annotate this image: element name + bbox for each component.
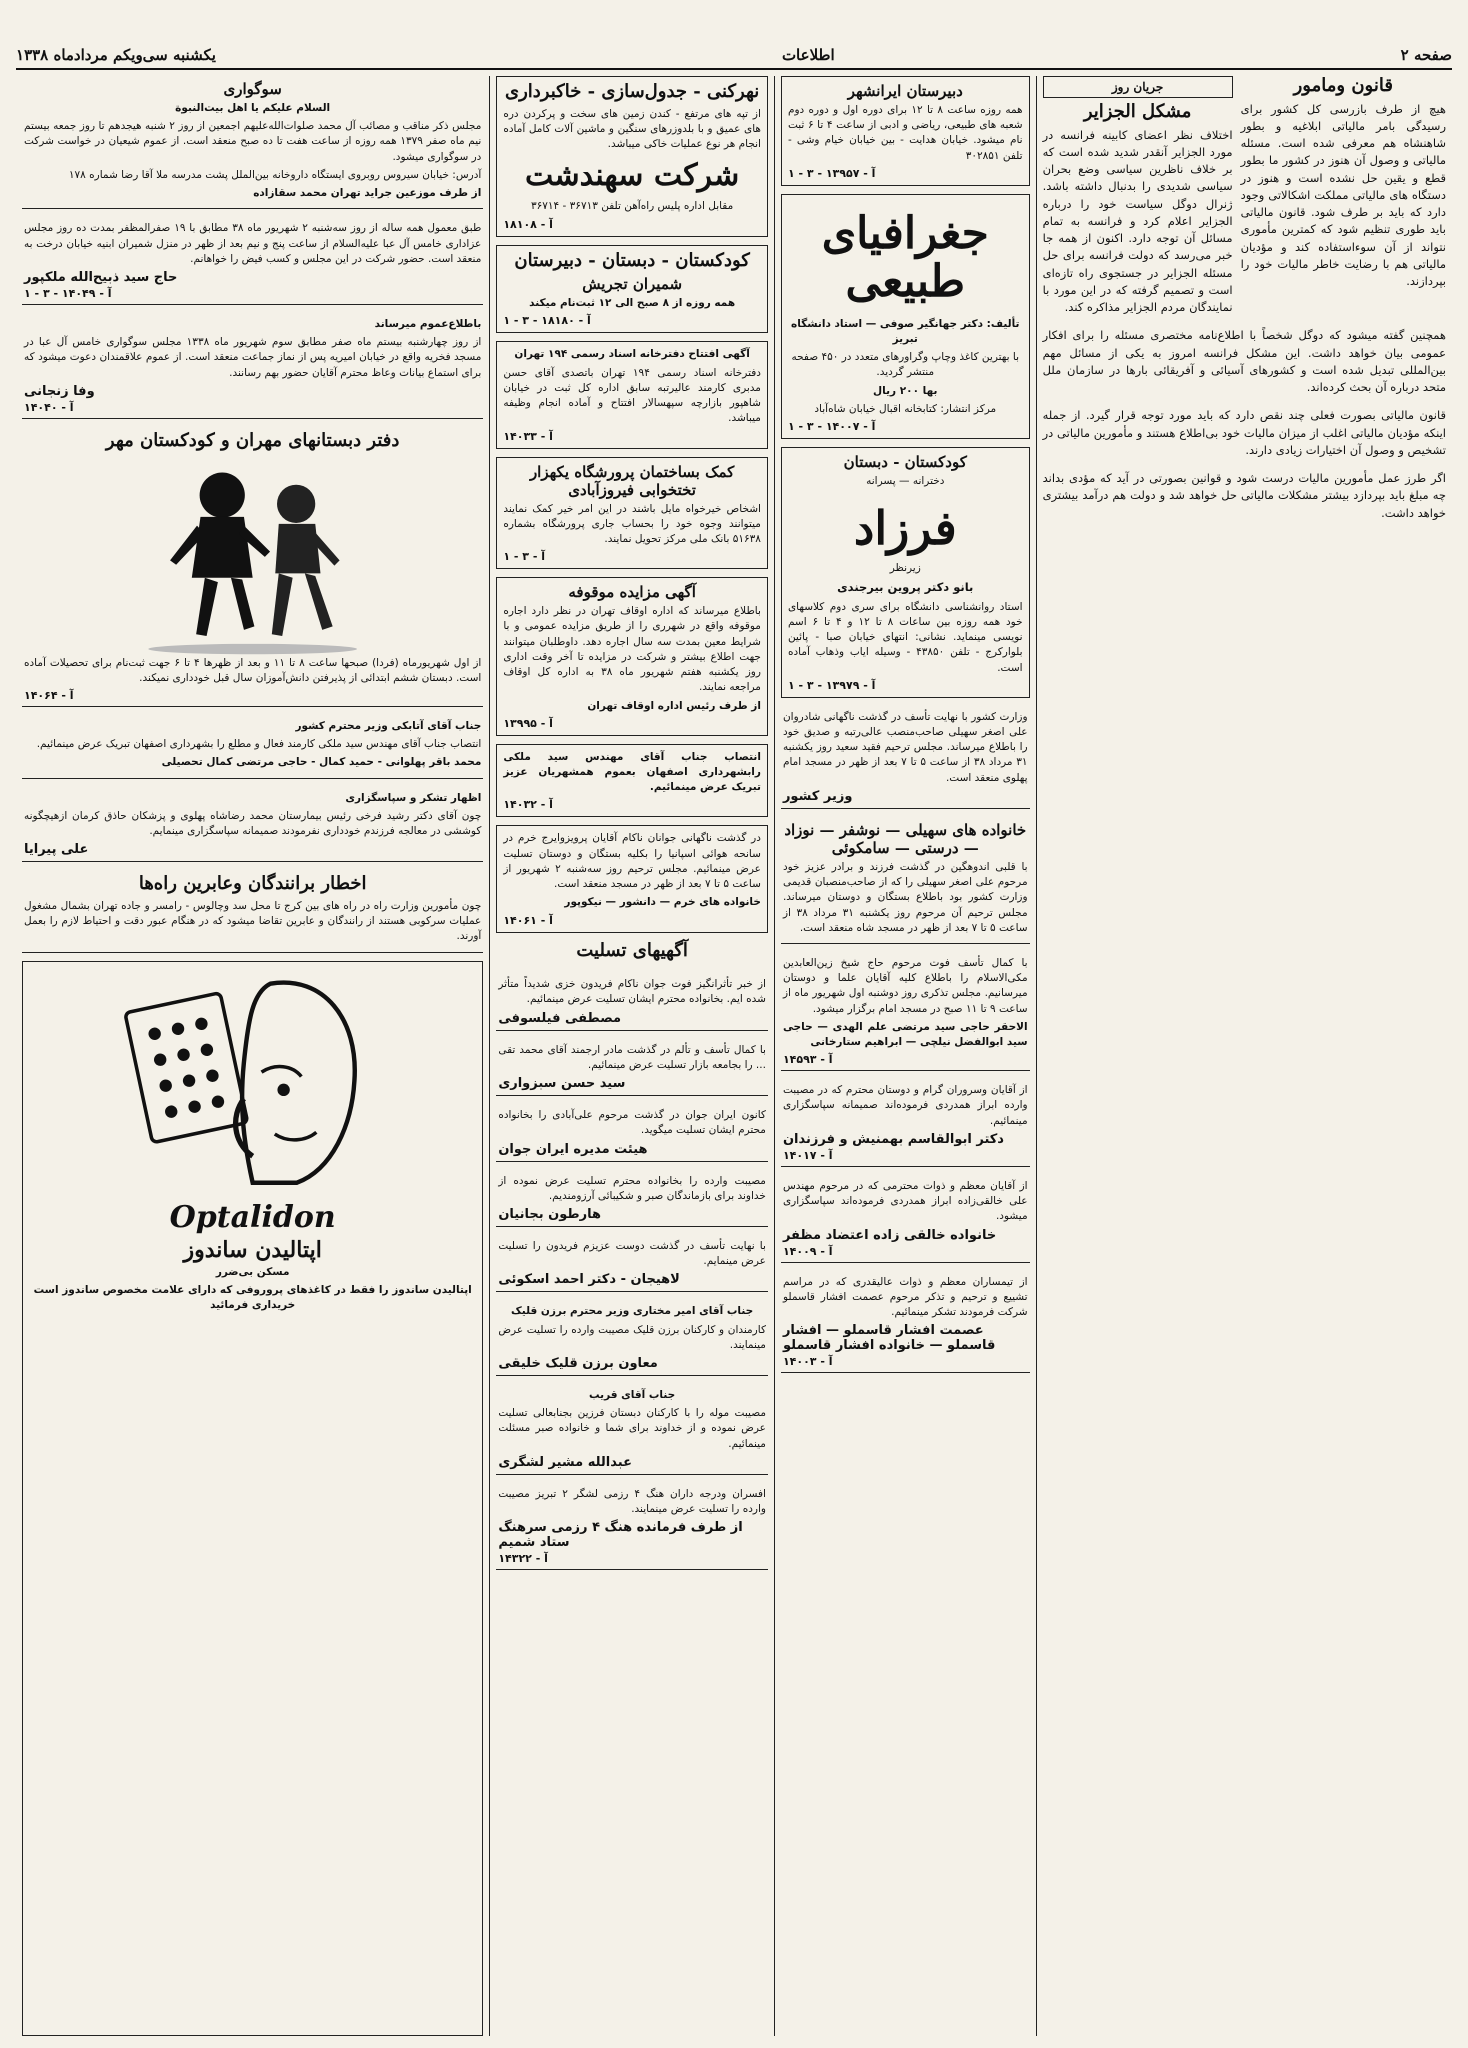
ad-ref: آ - ۱۳۹۵۷ - ۳ - ۱ <box>787 166 876 180</box>
notice-atabaki <box>22 715 483 779</box>
notice-body: مجلس ذکر مناقب و مصائب آل محمد صلوات‌الله‌علیهم اجمعین از روز ۲ شنبه هیجدهم تا روز جمعه بیستم نیم ماه صفر ۱۳۷۹ همه روزه از ساعت هفت تا ده صبح منعقد است. از عموم شیعیان در خواست شرکت در سوگواری میشود. <box>24 120 482 163</box>
obituary-signature: الاحقر حاجی سید مرتضی علم الهدی — حاجی سید ابوالفضل نیلچی — ابراهیم ستارخانی <box>782 1020 1028 1049</box>
ad-ref: آ - ۳ - ۱ <box>503 550 545 564</box>
ad-ref: آ - ۱۸۱۰۸ <box>503 217 553 231</box>
ad-book-geography <box>781 194 1030 439</box>
notice-title: جناب آقای آتابکی وزیر محترم کشور <box>295 719 482 732</box>
mourning-notice-2 <box>22 217 483 305</box>
notices-column <box>16 76 489 2036</box>
grief-signature: خانواده های خرم — دانشور — نیکوپور <box>564 896 761 909</box>
ad-ref: آ - ۱۸۱۸۰ - ۳ - ۱ <box>503 314 591 328</box>
thanks-signature: خانواده خالقی زاده اعتضاد مظفر <box>782 1227 997 1243</box>
ad-body: استاد روانشناسی دانشگاه برای سری دوم کلاسهای خود همه روزه بین ساعات ۸ تا ۱۲ و ۴ تا ۶ اسم نویسی مینماید. نشانی: انتهای خیابان صبا - پائین بلوارکرج - تلفن ۴۳۸۵۰ - وسیله ایاب وذهاب آماده است. <box>787 600 1023 674</box>
company-name: شرکت سهندشت <box>525 158 740 194</box>
condolence-body: با نهایت تأسف در گذشت دوست عزیزم فریدون را تسلیت عرض مینمایم. <box>498 1239 766 1268</box>
company-address: مقابل اداره پلیس راه‌آهن تلفن ۳۶۷۱۳ - ۳۶۷۱۴ <box>531 200 734 213</box>
thanks-body: از آقایان وسروران گرام و دوستان محترم که در مصیبت وارده ابراز همدردی فرموده‌اند صمیمانه سپاسگزاری مینمائیم. <box>782 1084 1028 1127</box>
notice-title: سوگواری <box>223 80 282 98</box>
condolence-6 <box>496 1300 768 1376</box>
condolence-1 <box>496 973 768 1030</box>
article-body-algeria-2: همچنین گفته میشود که دوگل شخصاً با اطلاع‌نامه مختصری مسئله را برای افکار عمومی بیان خواهد داشت. این مشکل فرانسه امروز به یکی از مسائل مهم بین‌المللی تبدیل شده است و کشورهای آسیائی و آفریقائی بارها در سازمان ملل متحد درباره آن بحث کرده‌اند. <box>1042 328 1446 395</box>
ad-title: نهرکنی - جدول‌سازی - خاکبرداری <box>504 81 760 102</box>
condolence-signature: عبدالله مشیر لشگری <box>498 1454 632 1470</box>
ad-ref: آ - ۱۴۰۶۱ <box>503 913 553 927</box>
page-header <box>16 42 1452 70</box>
school-name: فرزاد <box>853 501 957 556</box>
ad-orphanage <box>496 457 768 570</box>
ad-title: کودکستان - دبستان - دبیرستان <box>514 249 750 271</box>
ad-title: کودکستان - دبستان <box>843 452 967 471</box>
ad-tajrish-school <box>496 245 768 334</box>
article-body-law: هیچ از طرف بازرسی کل کشور برای رسیدگی بامر مالیاتی ابلاغیه و بطور شاهنشاه هم معرفی شده است. مسئله مالیاتی و وصول آن هنوز در کشور ما بطور قطع و یقین حل نشده است و هنوز در دستگاه های مالیاتی مملکت اشکالاتی وجود دارد که باید بر طرف شود. قانون مالیاتی باید طوری تنظیم شود که کمترین مأموری نتواند از آن سوءاستفاده کند و مؤدیان مالیاتی هم با رضایت خاطر مالیات خود را بپردازند. <box>1240 101 1446 289</box>
ad-tagline: مسکن بی‌ضرر <box>215 1265 290 1278</box>
notice-thanks <box>22 787 483 863</box>
article-title-algeria: مشکل الجزایر <box>1083 101 1192 122</box>
obituary-body: با کمال تأسف فوت مرحوم حاج شیخ زین‌العابدین مکی‌الاسلام را باطلاع کلیه آقایان علما و دوستان میرسانیم. مجلس تذکری روز دوشنبه اول شهریور ماه از ساعت ۹ تا ۱۱ صبح در مسجد امام برگزار میشود. <box>782 956 1028 1015</box>
notice-title: اظهار تشکر و سپاسگزاری <box>345 791 482 804</box>
grief-body: در گذشت ناگهانی جوانان ناکام آقایان پرویزوایرج خرم در سانحه هوائی اسپانیا را بکلیه بستگان و دوستان تسلیت عرض مینمائیم. مجلس ترحیم روز سه‌شنبه ۲ شهریور از ساعت ۵ تا ۷ بعد از ظهر در مسجد منعقد است. <box>503 832 761 891</box>
notice-road-warning <box>22 870 483 952</box>
book-title: جغرافیای طبیعی <box>821 207 989 308</box>
ad-auction <box>496 577 768 736</box>
thanks-behmanesh <box>781 1079 1030 1167</box>
thanks-afshar <box>781 1271 1030 1374</box>
condolence-signature: مصطفی فیلسوفی <box>498 1010 622 1026</box>
manager-label: زیرنظر <box>889 562 921 575</box>
condolence-body: کانون ایران جوان در گذشت مرحوم علی‌آبادی را بخانواده محترم ایشان تسلیت میگوید. <box>498 1109 766 1137</box>
ad-body: همه روزه از ۸ صبح الی ۱۲ ثبت‌نام میکند <box>529 297 736 310</box>
ad-ref: آ - ۱۴۰۱۷ <box>782 1148 833 1162</box>
book-desc: با بهترین کاغذ وچاپ وگراورهای متعدد در ۴۵۰ صفحه منتشر گردید. <box>791 351 1020 379</box>
brand-name-persian: اپتالیدن ساندوز <box>183 1236 322 1263</box>
condolence-body: با کمال تأسف و تألم در گذشت مادر ارجمند آقای محمد تقی ... را بجامعه بازار تسلیت عرض مینمائیم. <box>498 1043 766 1071</box>
ad-optalidon <box>22 961 483 2036</box>
notice-signature: محمد باقر پهلوانی - حمید کمال - حاجی مرتضی کمال تحصیلی <box>161 756 482 769</box>
ad-ref: آ - ۱۴۳۲۲ <box>498 1552 548 1566</box>
condolence-signature: معاون برزن قلیک خلیقی <box>498 1356 658 1372</box>
ad-ref: آ - ۱۴۰۳۲ <box>503 798 553 812</box>
notice-signature: از طرف موزعین جراید تهران محمد سقازاده <box>253 187 482 200</box>
ads-column-3 <box>489 76 774 2036</box>
brand-name-latin: Optalidon <box>169 1199 336 1235</box>
condolence-signature: از طرف فرمانده هنگ ۴ رزمی سرهنگ ستاد شمیم <box>498 1520 743 1551</box>
ad-title: دفتر دبستانهای مهران و کودکستان مهر <box>105 429 400 451</box>
condolence-signature: لاهیجان - دکتر احمد اسکوئی <box>498 1272 680 1288</box>
notice-body: از روز چهارشنبه بیستم ماه صفر مطابق سوم شهریور ماه ۱۳۳۸ مجلس سوگواری خامس آل عبا در مسجد فخریه واقع در خیابان امیریه پس از نماز جماعت منعقد است. از عموم علاقمندان دعوت میشود که برای استماع بیانات وعاظ محترم آقایان حضور بهم رسانند. <box>24 336 482 379</box>
column-label: جریان روز <box>1043 76 1233 98</box>
ad-footer: اپتالیدن ساندوز را فقط در کاغذهای پروروفی که دارای علامت مخصوص ساندوز است خریداری فرمائید <box>33 1283 472 1312</box>
newspaper-columns <box>16 76 1452 2036</box>
book-price: بها ۲۰۰ ریال <box>873 384 938 397</box>
notice-title: باطلاع‌عموم میرساند <box>374 317 482 330</box>
thanks-body: از آقایان معظم و ذوات محترمی که در مرحوم مهندس علی خالقی‌زاده ابراز همدردی فرموده‌اند سپاسگزاری میشود. <box>782 1179 1028 1223</box>
notice-body: چون آقای دکتر رشید فرخی رئیس بیمارستان محمد رضاشاه پهلوی و پزشکان حاذق کرمان ازهیچگونه کوششی در معالجه فرزندم خودداری نفرمودند صمیمانه سپاسگزاری مینمایم. <box>24 809 482 838</box>
notice-heading: السلام علیکم یا اهل بیت‌النبوة <box>175 102 331 114</box>
school-location: شمیران تجریش <box>582 275 683 294</box>
condolence-5 <box>496 1235 768 1292</box>
ad-sahand-company <box>496 76 768 237</box>
mourning-notice-1 <box>22 76 483 209</box>
condolence-7 <box>496 1384 768 1475</box>
ad-ref: آ - ۱۳۹۷۹ - ۳ - ۱ <box>787 678 876 692</box>
obituary-signature: وزیر کشور <box>782 788 853 804</box>
notice-body: انتصاب جناب آقای مهندس سید ملکی رابشهرداری اصفهان بعموم همشهریان عزیز تبریک عرض مینمائیم. <box>503 750 761 794</box>
book-center: مرکز انتشار: کتابخانه اقبال خیابان شاه‌آباد <box>814 402 997 415</box>
ad-ref: آ - ۱۴۰۰۹ <box>782 1244 833 1258</box>
ad-title: دبیرستان ایرانشهر <box>847 82 963 100</box>
condolence-4 <box>496 1170 768 1227</box>
ad-ref: آ - ۱۴۰۴۰ <box>24 400 74 414</box>
notice-signature: علی پیرایا <box>24 842 89 858</box>
ad-ref: آ - ۱۴۰۰۷ - ۳ - ۱ <box>787 419 876 433</box>
ad-title: کمک بساختمان پرورشگاه یکهزار تختخوابی فیروزآبادی <box>529 462 735 499</box>
ad-ref: آ - ۱۴۰۴۹ - ۳ - ۱ <box>24 286 112 300</box>
grief-khorram <box>496 825 768 932</box>
obituary-body: وزارت کشور با نهایت تأسف در گذشت ناگهانی شادروان علی اصغر سهیلی صاحب‌منصب عالی‌رتبه و صدیق خود را باطلاع میرساند. مجلس ترحیم فقید سعید روز یکشنبه ۳۱ مرداد ۳۸ از ساعت ۵ تا ۷ بعد از ظهر در مسجد امام پهلوی منعقد است. <box>782 710 1028 784</box>
notice-body: طبق معمول همه ساله از روز سه‌شنبه ۲ شهریور ماه ۳۸ مطابق با ۱۹ صفرالمظفر بمدت ده روز مجلس عزاداری خامس آل عبا علیه‌السلام از ساعت پنج و نیم بعد از ظهر در منزل شمیران ابنیه خیابان درخت به منعقد است. حضور شرکت در این مجلس و کسب فیض را خواهانم. <box>24 222 482 265</box>
ad-subtitle: دخترانه — پسرانه <box>866 474 945 487</box>
article-body-law-2: قانون مالیاتی بصورت فعلی چند نقص دارد که باید مورد توجه قرار گیرد. از جمله اینکه مؤدیان مالیاتی اغلب از میزان مالیات خود بی‌اطلاع هستند و مأمورین مالیاتی در تشخیص و وصول آن اختیارات زیادی دارند. <box>1042 408 1446 457</box>
condolence-signature: سید حسن سبزواری <box>498 1076 626 1092</box>
ad-body: همه روزه ساعت ۸ تا ۱۲ برای دوره اول و دوره دوم شعبه های طبیعی، ریاضی و ادبی از ساعت ۴ تا ۶ ثبت نام میشود. خیابان هدایت - بین خیابان خیام وشی - تلفن ۳۰۲۸۵۱ <box>787 104 1023 162</box>
ad-ref: آ - ۱۳۹۹۵ <box>503 716 553 730</box>
ad-body: از تپه های مرتفع - کندن زمین های سخت و پرکردن دره های عمیق و با بلدوزرهای سنگین و ماشین آلات کامل آماده انجام هر نوع عملیات خاکی میباشد. <box>503 107 761 151</box>
condolence-signature: هارطون بجانیان <box>498 1206 602 1222</box>
page-number: صفحه ۲ <box>1400 46 1452 64</box>
notice-malaki <box>496 744 768 818</box>
thanks-khaleghi <box>781 1175 1030 1263</box>
obituary-soheili-family <box>781 817 1030 944</box>
condolence-title: جناب آقای قریب <box>589 1389 676 1402</box>
ad-title: آگهی افتتاح دفترخانه اسناد رسمی ۱۹۴ تهران <box>514 348 750 361</box>
ads-column-4 <box>774 76 1036 2036</box>
article-body-law-3: اگر طرز عمل مأمورین مالیات درست شود و قوانین بصورتی در آید که مؤدی بداند چه مبلغ باید بپردازد بیشتر مشکلات مالیاتی حل خواهد شد و دولت هم درآمد بیشتری خواهد داشت. <box>1042 471 1446 520</box>
mourning-notice-3 <box>22 313 483 419</box>
thanks-signature: عصمت افشار قاسملو — افشار قاسملو — خانواده افشار قاسملو <box>782 1323 996 1354</box>
ad-body: از اول شهریورماه (فردا) صبحها ساعت ۸ تا ۱۱ و بعد از ظهرها ۴ تا ۶ جهت ثبت‌نام برای تحصیلات آماده است. دبستان ششم ابتدائی از پذیرفتن دانش‌آموزان سال قبل خودداری نمیکند. <box>24 656 482 684</box>
obituary-makki <box>781 952 1030 1071</box>
ad-farzad-school <box>781 447 1030 698</box>
headache-man-illustration <box>27 966 478 1196</box>
thanks-body: از تیمساران معظم و ذوات عالیقدری که در مراسم تشییع و ترحیم و تذکر مرحوم عصمت افشار قاسملو شرکت فرمودند تشکر مینمائیم. <box>782 1275 1028 1318</box>
article-body-algeria: اختلاف نظر اعضای کابینه فرانسه در مورد الجزایر آنقدر شدید شده است که بر خلاف ناظرین سیاسی وضع بحران سیاسی شدیدی را بدنبال داشته باشد. ژنرال دوگل سیاست خود را درباره الجزایر اعلام کرد و فرانسه به تمام مسائل آن توجه دارد. اکنون از همه جا خبر می‌رسد که دولت فرانسه برای حل مسئله الجزایر در جستجوی راه تازه‌ای است و تصمیم گرفته که در این مورد با نمایندگان مردم الجزایر مذاکره کند. <box>1042 127 1233 315</box>
thanks-signature: دکتر ابوالقاسم بهمنیش و فرزندان <box>782 1131 1004 1147</box>
ad-ref: آ - ۱۴۰۳۳ <box>503 429 553 443</box>
paper-name: اطلاعات <box>781 46 835 64</box>
ad-body: دفترخانه اسناد رسمی ۱۹۴ تهران باتصدی آقای حسن مدبری کارمند عالیرتبه سابق اداره کل ثبت در خیابان شاهپور بازارچه سپهسالار افتتاح و آماده انجام وظیفه میباشد. <box>503 366 761 425</box>
ad-notary-office <box>496 341 768 448</box>
condolence-body: مصیبت موله را با کارکنان دبستان فرزین بجنابعالی تسلیت عرض نموده و از خداوند برای شما و خانواده صبر مسئلت مینمائیم. <box>498 1407 766 1450</box>
condolence-title: جناب آقای امیر مختاری وزیر محترم برزن قلیک <box>511 1305 754 1318</box>
condolence-body: کارمندان و کارکنان برزن قلیک مصیبت وارده را تسلیت عرض مینمایند. <box>498 1323 766 1351</box>
condolence-body: افسران ودرجه داران هنگ ۴ رزمی لشگر ۲ تبریز مصیبت وارده را تسلیت عرض مینمایند. <box>498 1487 766 1516</box>
article-title-law: قانون ومامور <box>1293 76 1393 96</box>
condolence-body: مصیبت وارده را بخانواده محترم تسلیت عرض نموده از خداوند برای بازماندگان صبر و شکیبائی آرزومندیم. <box>498 1174 766 1202</box>
notice-title: اخطار برانندگان وعابرین راه‌ها <box>138 873 367 895</box>
notice-signature: وفا زنجانی <box>24 383 95 399</box>
editorial-column <box>1036 76 1452 2036</box>
ad-ref: آ - ۱۴۰۶۴ <box>24 688 74 702</box>
condolence-3 <box>496 1104 768 1161</box>
book-author: تألیف: دکتر جهانگیر صوفی — استاد دانشگاه تبریز <box>791 317 1020 345</box>
condolence-body: از خبر تأثرانگیز فوت جوان ناکام فریدون خزی شدیداً متأثر شده ایم. بخانواده محترم ایشان تسلیت عرض مینمائیم. <box>498 978 766 1006</box>
obituary-body: با قلبی اندوهگین در گذشت فرزند و برادر عزیز خود مرحوم علی اصغر سهیلی را که از صاحب‌منصبان قدیمی وزارت کشور بود باطلاع بستگان و دوستان میرساند. مجلس ترحیم آن مرحوم روز یکشنبه ۳۱ مرداد ۳۸ از ساعت ۵ تا ۷ بعد از ظهر در مسجد شاه منعقد است. <box>782 860 1028 934</box>
ad-body: اشخاص خیرخواه مایل باشند در این امر خیر کمک نمایند میتوانند وجوه خود را بحساب جاری پرورشگاه بشماره ۵۱۶۳۸ بانک ملی مرکز تحویل نمایند. <box>503 502 761 545</box>
ad-body: باطلاع میرساند که اداره اوقاف تهران در نظر دارد اجاره موقوفه واقع در شهرری را از طریق مزایده عمومی و با شرایط معین بمدت سه سال اجاره دهد. داوطلبان میتوانند جهت اطلاع بیشتر و شرکت در مزایده تا آخر وقت اداری روز یکشنبه هفتم شهریور ماه ۳۸ به اداره کل اوقاف مراجعه نمایند. <box>503 605 761 694</box>
ad-mehran-school <box>22 427 483 707</box>
ad-signature: از طرف رئیس اداره اوقاف تهران <box>587 699 761 712</box>
issue-date: یکشنبه سی‌ویکم مردادماه ۱۳۳۸ <box>16 46 216 64</box>
ad-ref: آ - ۱۴۰۰۳ <box>782 1355 833 1369</box>
ad-title: آگهی مزایده موقوفه <box>568 583 696 602</box>
ad-iranshahr-school <box>781 76 1030 186</box>
obituary-interior-ministry <box>781 706 1030 809</box>
notice-signature: حاج سید ذبیح‌الله ملکپور <box>24 269 178 285</box>
obituary-title: خانواده های سهیلی — نوشفر — نوزاد — درستی — سامکوئی <box>784 820 1027 857</box>
notice-address: آدرس: خیابان سیروس روبروی ایستگاه داروخانه بین‌الملل پشت مدرسه ملا آقا رضا شماره ۱۷۸ <box>68 168 482 181</box>
condolence-signature: هیئت مدیره ایران جوان <box>498 1141 648 1157</box>
children-running-illustration <box>24 456 481 656</box>
ad-ref: آ - ۱۴۵۹۳ <box>782 1053 833 1067</box>
notice-body: انتصاب جناب آقای مهندس سید ملکی کارمند فعال و مطلع را بشهرداری اصفهان تبریک عرض مینمائیم. <box>36 738 482 751</box>
condolence-8 <box>496 1483 768 1570</box>
notice-body: چون مأمورین وزارت راه در راه های بین کرج تا محل سد وچالوس - رامسر و جاده تهران بشمال مشغول عملیات سرکوبی هستند از رانندگان و عابرین تقاضا میشود که در هنگام عبور دقت و احتیاط لازم را بعمل آورند. <box>24 899 482 943</box>
manager-name: بانو دکتر پروین بیرجندی <box>837 580 974 595</box>
condolence-2 <box>496 1039 768 1096</box>
condolences-title: آگهیهای تسلیت <box>576 939 688 961</box>
